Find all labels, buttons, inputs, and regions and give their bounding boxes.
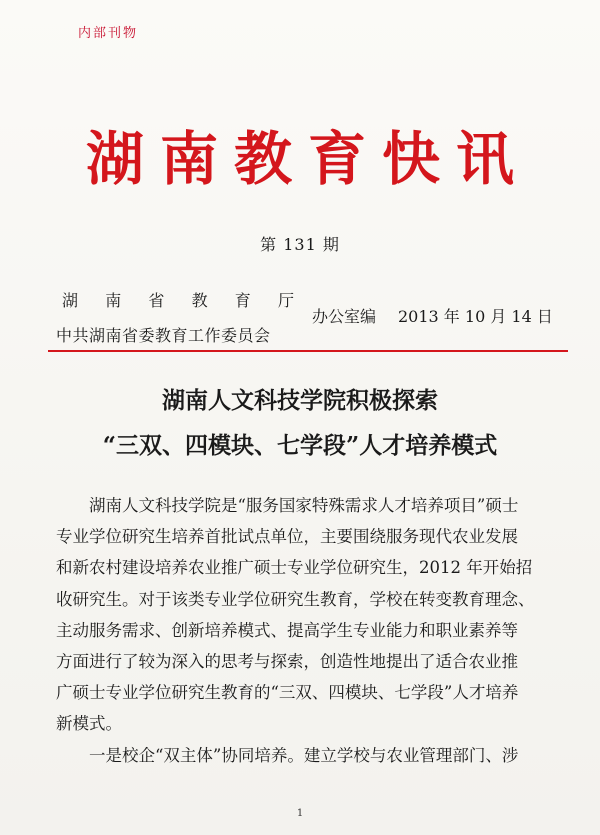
red-divider-line: [48, 350, 568, 352]
masthead-title: 湖南教育快讯: [85, 125, 530, 193]
page-number: 1: [296, 808, 304, 819]
issuer-char: 南: [105, 291, 122, 310]
issuer-education-department: [62, 288, 294, 311]
issuer-char: 育: [234, 291, 251, 310]
body-line: 广硕士专业学位研究生教育的“三双、四模块、七学段”人才培养: [56, 683, 519, 703]
issue-number: 第 131 期: [260, 235, 340, 254]
issue-date: 2013 年 10 月 14 日: [398, 307, 553, 326]
article-title-line-1: 湖南人文科技学院积极探索: [162, 387, 438, 414]
article-title-line-2: “三双、四模块、七学段”人才培养模式: [102, 432, 498, 459]
body-line: 方面进行了较为深入的思考与探索，创造性地提出了适合农业推: [56, 651, 518, 671]
issuer-party-committee: 中共湖南省委教育工作委员会: [56, 326, 271, 345]
issuer-char: 厅: [277, 291, 294, 310]
issuer-char: 湖: [62, 291, 79, 310]
body-line: 新模式。: [56, 714, 122, 734]
body-line: 收研究生。对于该类专业学位研究生教育，学校在转变教育理念、: [56, 589, 535, 609]
editor-office: 办公室编: [312, 307, 377, 326]
issuer-char: 省: [148, 291, 165, 310]
internal-publication-label: 内部刊物: [78, 26, 139, 41]
body-line: 湖南人文科技学院是“服务国家特殊需求人才培养项目”硕士: [56, 496, 519, 515]
issuer-char: 教: [191, 291, 208, 310]
body-line: 一是校企“双主体”协同培养。建立学校与农业管理部门、涉: [56, 745, 519, 765]
body-line: 专业学位研究生培养首批试点单位，主要围绕服务现代农业发展: [56, 527, 518, 547]
article-body: [56, 490, 556, 771]
body-line: 主动服务需求、创新培养模式、提高学生专业能力和职业素养等: [56, 620, 518, 640]
body-line: 和新农村建设培养农业推广硕士专业学位研究生，2012 年开始招: [56, 558, 533, 578]
